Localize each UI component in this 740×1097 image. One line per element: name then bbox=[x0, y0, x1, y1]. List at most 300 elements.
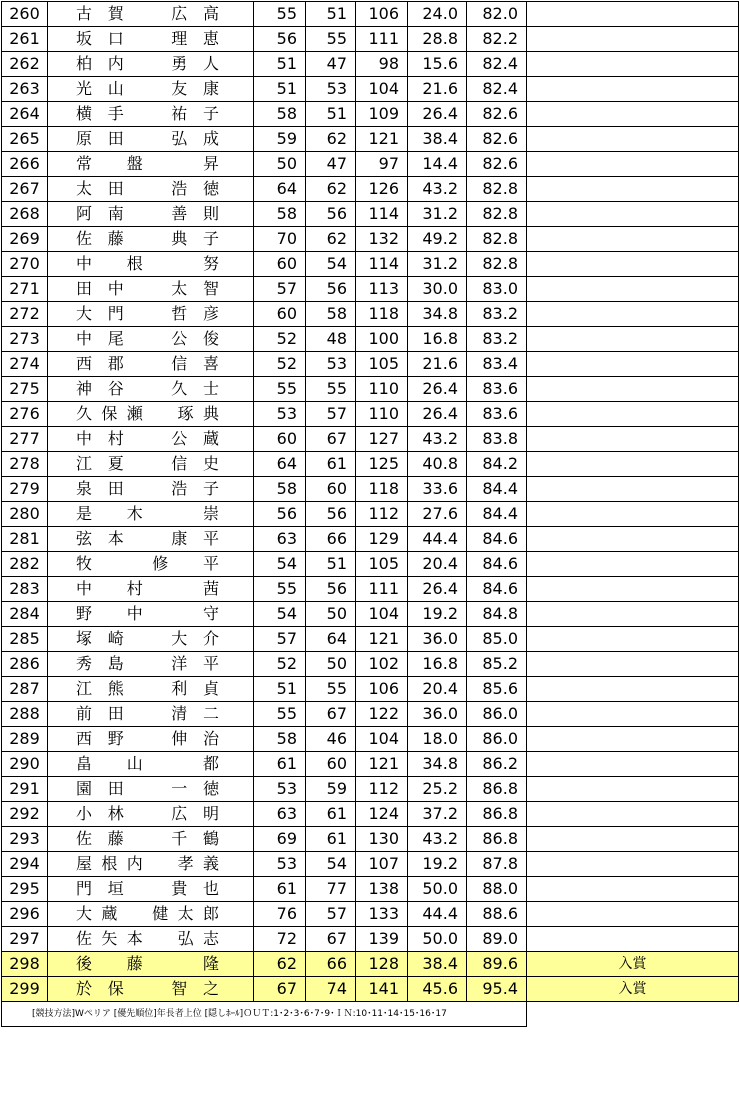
name-cell bbox=[48, 302, 254, 327]
name-cell bbox=[48, 552, 254, 577]
net-cell: 82.8 bbox=[467, 227, 527, 252]
name-cell bbox=[48, 102, 254, 127]
score-in-cell: 66 bbox=[306, 527, 356, 552]
award-cell bbox=[527, 152, 739, 177]
score-out-cell: 58 bbox=[254, 477, 306, 502]
rank-cell: 266 bbox=[2, 152, 48, 177]
score-out-cell: 72 bbox=[254, 927, 306, 952]
player-name: 西 郡 信 喜 bbox=[76, 354, 219, 373]
gross-cell: 129 bbox=[356, 527, 408, 552]
name-cell bbox=[48, 227, 254, 252]
name-cell bbox=[48, 477, 254, 502]
award-cell bbox=[527, 302, 739, 327]
table-row bbox=[2, 252, 739, 277]
name-cell bbox=[48, 177, 254, 202]
player-name: 阿 南 善 則 bbox=[76, 204, 219, 223]
score-in-cell: 67 bbox=[306, 927, 356, 952]
handicap-cell: 25.2 bbox=[408, 777, 467, 802]
net-cell: 82.4 bbox=[467, 77, 527, 102]
net-cell: 83.8 bbox=[467, 427, 527, 452]
rank-cell: 275 bbox=[2, 377, 48, 402]
score-in-cell: 53 bbox=[306, 352, 356, 377]
player-name: 大 門 哲 彦 bbox=[76, 304, 219, 323]
net-cell: 83.2 bbox=[467, 327, 527, 352]
net-cell: 86.0 bbox=[467, 727, 527, 752]
net-cell: 86.8 bbox=[467, 802, 527, 827]
name-cell bbox=[48, 2, 254, 27]
gross-cell: 112 bbox=[356, 502, 408, 527]
gross-cell: 130 bbox=[356, 827, 408, 852]
award-cell bbox=[527, 102, 739, 127]
table-row bbox=[2, 777, 739, 802]
table-row bbox=[2, 102, 739, 127]
rank-cell: 272 bbox=[2, 302, 48, 327]
name-cell bbox=[48, 902, 254, 927]
net-cell: 82.8 bbox=[467, 177, 527, 202]
handicap-cell: 26.4 bbox=[408, 377, 467, 402]
score-in-cell: 57 bbox=[306, 402, 356, 427]
name-cell bbox=[48, 652, 254, 677]
name-cell bbox=[48, 702, 254, 727]
player-name: 泉 田 浩 子 bbox=[76, 479, 219, 498]
rank-cell: 268 bbox=[2, 202, 48, 227]
table-row bbox=[2, 202, 739, 227]
score-in-cell: 64 bbox=[306, 627, 356, 652]
score-in-cell: 50 bbox=[306, 602, 356, 627]
score-in-cell: 58 bbox=[306, 302, 356, 327]
table-row bbox=[2, 652, 739, 677]
table-row bbox=[2, 677, 739, 702]
award-cell: 入賞 bbox=[527, 977, 739, 1002]
award-cell bbox=[527, 752, 739, 777]
award-cell bbox=[527, 802, 739, 827]
name-cell bbox=[48, 127, 254, 152]
award-cell bbox=[527, 677, 739, 702]
rank-cell: 273 bbox=[2, 327, 48, 352]
gross-cell: 97 bbox=[356, 152, 408, 177]
table-row bbox=[2, 352, 739, 377]
gross-cell: 141 bbox=[356, 977, 408, 1002]
award-cell bbox=[527, 427, 739, 452]
score-in-cell: 50 bbox=[306, 652, 356, 677]
table-row bbox=[2, 27, 739, 52]
name-cell bbox=[48, 252, 254, 277]
name-cell bbox=[48, 802, 254, 827]
handicap-cell: 31.2 bbox=[408, 252, 467, 277]
name-cell bbox=[48, 952, 254, 977]
score-out-cell: 58 bbox=[254, 102, 306, 127]
score-in-cell: 51 bbox=[306, 2, 356, 27]
gross-cell: 105 bbox=[356, 352, 408, 377]
rank-cell: 267 bbox=[2, 177, 48, 202]
name-cell bbox=[48, 777, 254, 802]
name-cell bbox=[48, 452, 254, 477]
table-row bbox=[2, 452, 739, 477]
award-cell bbox=[527, 927, 739, 952]
net-cell: 84.6 bbox=[467, 552, 527, 577]
table-row bbox=[2, 627, 739, 652]
handicap-cell: 31.2 bbox=[408, 202, 467, 227]
score-in-cell: 54 bbox=[306, 252, 356, 277]
rank-cell: 291 bbox=[2, 777, 48, 802]
handicap-cell: 36.0 bbox=[408, 702, 467, 727]
score-out-cell: 50 bbox=[254, 152, 306, 177]
award-cell bbox=[527, 27, 739, 52]
name-cell bbox=[48, 77, 254, 102]
gross-cell: 102 bbox=[356, 652, 408, 677]
gross-cell: 118 bbox=[356, 477, 408, 502]
award-cell bbox=[527, 627, 739, 652]
player-name: 屋 根 内 孝 義 bbox=[76, 854, 219, 873]
name-cell bbox=[48, 202, 254, 227]
rank-cell: 281 bbox=[2, 527, 48, 552]
player-name: 後 藤 隆 bbox=[76, 954, 219, 973]
handicap-cell: 15.6 bbox=[408, 52, 467, 77]
handicap-cell: 40.8 bbox=[408, 452, 467, 477]
name-cell bbox=[48, 977, 254, 1002]
award-cell bbox=[527, 2, 739, 27]
rank-cell: 269 bbox=[2, 227, 48, 252]
table-row bbox=[2, 2, 739, 27]
award-cell bbox=[527, 777, 739, 802]
table-row bbox=[2, 552, 739, 577]
gross-cell: 106 bbox=[356, 677, 408, 702]
player-name: 中 根 努 bbox=[76, 254, 219, 273]
net-cell: 82.4 bbox=[467, 52, 527, 77]
award-cell bbox=[527, 527, 739, 552]
handicap-cell: 36.0 bbox=[408, 627, 467, 652]
score-in-cell: 56 bbox=[306, 277, 356, 302]
score-out-cell: 56 bbox=[254, 502, 306, 527]
score-in-cell: 54 bbox=[306, 852, 356, 877]
rank-cell: 288 bbox=[2, 702, 48, 727]
score-in-cell: 55 bbox=[306, 677, 356, 702]
name-cell bbox=[48, 402, 254, 427]
net-cell: 86.8 bbox=[467, 827, 527, 852]
score-out-cell: 70 bbox=[254, 227, 306, 252]
gross-cell: 105 bbox=[356, 552, 408, 577]
net-cell: 83.0 bbox=[467, 277, 527, 302]
table-row bbox=[2, 577, 739, 602]
gross-cell: 100 bbox=[356, 327, 408, 352]
handicap-cell: 49.2 bbox=[408, 227, 467, 252]
table-row bbox=[2, 327, 739, 352]
results-body bbox=[2, 2, 739, 1027]
table-row bbox=[2, 77, 739, 102]
player-name: 江 夏 信 史 bbox=[76, 454, 219, 473]
table-row bbox=[2, 877, 739, 902]
player-name: 横 手 祐 子 bbox=[76, 104, 219, 123]
score-in-cell: 66 bbox=[306, 952, 356, 977]
award-cell bbox=[527, 602, 739, 627]
rank-cell: 292 bbox=[2, 802, 48, 827]
award-cell bbox=[527, 127, 739, 152]
net-cell: 87.8 bbox=[467, 852, 527, 877]
score-out-cell: 61 bbox=[254, 752, 306, 777]
score-in-cell: 48 bbox=[306, 327, 356, 352]
score-out-cell: 55 bbox=[254, 377, 306, 402]
handicap-cell: 26.4 bbox=[408, 577, 467, 602]
score-in-cell: 51 bbox=[306, 552, 356, 577]
handicap-cell: 43.2 bbox=[408, 827, 467, 852]
gross-cell: 114 bbox=[356, 202, 408, 227]
results-table bbox=[1, 1, 739, 1027]
net-cell: 82.8 bbox=[467, 202, 527, 227]
gross-cell: 114 bbox=[356, 252, 408, 277]
name-cell bbox=[48, 52, 254, 77]
player-name: 坂 口 理 恵 bbox=[76, 29, 219, 48]
gross-cell: 121 bbox=[356, 627, 408, 652]
gross-cell: 124 bbox=[356, 802, 408, 827]
player-name: 是 木 崇 bbox=[76, 504, 219, 523]
handicap-cell: 21.6 bbox=[408, 77, 467, 102]
score-in-cell: 62 bbox=[306, 127, 356, 152]
net-cell: 82.0 bbox=[467, 2, 527, 27]
player-name: 畠 山 都 bbox=[76, 754, 219, 773]
rank-cell: 299 bbox=[2, 977, 48, 1002]
score-out-cell: 57 bbox=[254, 277, 306, 302]
gross-cell: 111 bbox=[356, 27, 408, 52]
net-cell: 86.0 bbox=[467, 702, 527, 727]
name-cell bbox=[48, 577, 254, 602]
name-cell bbox=[48, 352, 254, 377]
net-cell: 84.8 bbox=[467, 602, 527, 627]
score-out-cell: 57 bbox=[254, 627, 306, 652]
gross-cell: 122 bbox=[356, 702, 408, 727]
handicap-cell: 33.6 bbox=[408, 477, 467, 502]
handicap-cell: 50.0 bbox=[408, 877, 467, 902]
table-row bbox=[2, 602, 739, 627]
handicap-cell: 14.4 bbox=[408, 152, 467, 177]
rank-cell: 262 bbox=[2, 52, 48, 77]
handicap-cell: 26.4 bbox=[408, 102, 467, 127]
handicap-cell: 38.4 bbox=[408, 952, 467, 977]
score-out-cell: 59 bbox=[254, 127, 306, 152]
score-out-cell: 52 bbox=[254, 327, 306, 352]
handicap-cell: 26.4 bbox=[408, 402, 467, 427]
gross-cell: 113 bbox=[356, 277, 408, 302]
player-name: 佐 藤 千 鶴 bbox=[76, 829, 219, 848]
handicap-cell: 34.8 bbox=[408, 752, 467, 777]
score-out-cell: 53 bbox=[254, 777, 306, 802]
score-out-cell: 55 bbox=[254, 577, 306, 602]
award-cell bbox=[527, 827, 739, 852]
handicap-cell: 28.8 bbox=[408, 27, 467, 52]
player-name: 弦 本 康 平 bbox=[76, 529, 219, 548]
name-cell bbox=[48, 752, 254, 777]
player-name: 佐 矢 本 弘 志 bbox=[76, 929, 219, 948]
gross-cell: 98 bbox=[356, 52, 408, 77]
net-cell: 86.2 bbox=[467, 752, 527, 777]
award-cell bbox=[527, 902, 739, 927]
net-cell: 83.2 bbox=[467, 302, 527, 327]
score-out-cell: 53 bbox=[254, 852, 306, 877]
player-name: 西 野 伸 治 bbox=[76, 729, 219, 748]
award-cell bbox=[527, 877, 739, 902]
score-out-cell: 64 bbox=[254, 452, 306, 477]
rank-cell: 296 bbox=[2, 902, 48, 927]
net-cell: 82.6 bbox=[467, 102, 527, 127]
score-in-cell: 47 bbox=[306, 152, 356, 177]
table-row bbox=[2, 227, 739, 252]
score-in-cell: 55 bbox=[306, 377, 356, 402]
rank-cell: 290 bbox=[2, 752, 48, 777]
award-cell bbox=[527, 552, 739, 577]
rank-cell: 284 bbox=[2, 602, 48, 627]
name-cell bbox=[48, 527, 254, 552]
score-out-cell: 51 bbox=[254, 77, 306, 102]
score-out-cell: 60 bbox=[254, 302, 306, 327]
gross-cell: 104 bbox=[356, 77, 408, 102]
table-row bbox=[2, 52, 739, 77]
gross-cell: 110 bbox=[356, 402, 408, 427]
net-cell: 88.0 bbox=[467, 877, 527, 902]
handicap-cell: 44.4 bbox=[408, 902, 467, 927]
gross-cell: 125 bbox=[356, 452, 408, 477]
score-in-cell: 61 bbox=[306, 452, 356, 477]
score-out-cell: 67 bbox=[254, 977, 306, 1002]
handicap-cell: 43.2 bbox=[408, 427, 467, 452]
gross-cell: 128 bbox=[356, 952, 408, 977]
award-cell bbox=[527, 702, 739, 727]
score-in-cell: 67 bbox=[306, 427, 356, 452]
rank-cell: 282 bbox=[2, 552, 48, 577]
award-cell bbox=[527, 227, 739, 252]
player-name: 太 田 浩 徳 bbox=[76, 179, 219, 198]
player-name: 塚 崎 大 介 bbox=[76, 629, 219, 648]
player-name: 久 保 瀬 琢 典 bbox=[76, 404, 219, 423]
player-name: 中 村 公 蔵 bbox=[76, 429, 219, 448]
score-in-cell: 62 bbox=[306, 227, 356, 252]
score-out-cell: 58 bbox=[254, 202, 306, 227]
net-cell: 85.0 bbox=[467, 627, 527, 652]
award-cell bbox=[527, 327, 739, 352]
handicap-cell: 37.2 bbox=[408, 802, 467, 827]
rank-cell: 264 bbox=[2, 102, 48, 127]
handicap-cell: 30.0 bbox=[408, 277, 467, 302]
award-cell bbox=[527, 652, 739, 677]
net-cell: 83.4 bbox=[467, 352, 527, 377]
award-cell bbox=[527, 852, 739, 877]
score-in-cell: 57 bbox=[306, 902, 356, 927]
player-name: 小 林 広 明 bbox=[76, 804, 219, 823]
table-row bbox=[2, 277, 739, 302]
gross-cell: 112 bbox=[356, 777, 408, 802]
net-cell: 89.6 bbox=[467, 952, 527, 977]
score-out-cell: 52 bbox=[254, 652, 306, 677]
score-out-cell: 61 bbox=[254, 877, 306, 902]
gross-cell: 121 bbox=[356, 127, 408, 152]
player-name: 原 田 弘 成 bbox=[76, 129, 219, 148]
net-cell: 85.6 bbox=[467, 677, 527, 702]
rank-cell: 295 bbox=[2, 877, 48, 902]
rank-cell: 280 bbox=[2, 502, 48, 527]
player-name: 神 谷 久 士 bbox=[76, 379, 219, 398]
award-cell bbox=[527, 52, 739, 77]
award-cell bbox=[527, 727, 739, 752]
handicap-cell: 20.4 bbox=[408, 552, 467, 577]
rank-cell: 294 bbox=[2, 852, 48, 877]
net-cell: 83.6 bbox=[467, 377, 527, 402]
score-in-cell: 56 bbox=[306, 502, 356, 527]
gross-cell: 110 bbox=[356, 377, 408, 402]
award-cell bbox=[527, 202, 739, 227]
name-cell bbox=[48, 727, 254, 752]
score-out-cell: 52 bbox=[254, 352, 306, 377]
score-out-cell: 53 bbox=[254, 402, 306, 427]
handicap-cell: 45.6 bbox=[408, 977, 467, 1002]
table-row bbox=[2, 127, 739, 152]
name-cell bbox=[48, 277, 254, 302]
award-cell bbox=[527, 177, 739, 202]
player-name: 柏 内 勇 人 bbox=[76, 54, 219, 73]
net-cell: 82.6 bbox=[467, 152, 527, 177]
net-cell: 82.8 bbox=[467, 252, 527, 277]
table-row bbox=[2, 177, 739, 202]
score-in-cell: 55 bbox=[306, 27, 356, 52]
award-cell bbox=[527, 452, 739, 477]
table-row bbox=[2, 502, 739, 527]
rank-cell: 276 bbox=[2, 402, 48, 427]
score-out-cell: 63 bbox=[254, 527, 306, 552]
table-row bbox=[2, 427, 739, 452]
rank-cell: 265 bbox=[2, 127, 48, 152]
name-cell bbox=[48, 427, 254, 452]
score-out-cell: 60 bbox=[254, 252, 306, 277]
award-cell: 入賞 bbox=[527, 952, 739, 977]
rank-cell: 261 bbox=[2, 27, 48, 52]
table-row bbox=[2, 852, 739, 877]
footer-blank bbox=[527, 1002, 739, 1027]
handicap-cell: 38.4 bbox=[408, 127, 467, 152]
award-cell bbox=[527, 402, 739, 427]
score-out-cell: 51 bbox=[254, 52, 306, 77]
gross-cell: 138 bbox=[356, 877, 408, 902]
score-in-cell: 61 bbox=[306, 802, 356, 827]
score-out-cell: 51 bbox=[254, 677, 306, 702]
table-row bbox=[2, 702, 739, 727]
score-in-cell: 53 bbox=[306, 77, 356, 102]
name-cell bbox=[48, 327, 254, 352]
table-row bbox=[2, 902, 739, 927]
table-row bbox=[2, 977, 739, 1002]
player-name: 門 垣 貴 也 bbox=[76, 879, 219, 898]
score-out-cell: 60 bbox=[254, 427, 306, 452]
player-name: 田 中 太 智 bbox=[76, 279, 219, 298]
award-cell bbox=[527, 352, 739, 377]
name-cell bbox=[48, 852, 254, 877]
net-cell: 83.6 bbox=[467, 402, 527, 427]
score-in-cell: 47 bbox=[306, 52, 356, 77]
handicap-cell: 44.4 bbox=[408, 527, 467, 552]
gross-cell: 133 bbox=[356, 902, 408, 927]
award-cell bbox=[527, 377, 739, 402]
award-cell bbox=[527, 577, 739, 602]
player-name: 中 村 茜 bbox=[76, 579, 219, 598]
rank-cell: 277 bbox=[2, 427, 48, 452]
handicap-cell: 19.2 bbox=[408, 852, 467, 877]
rank-cell: 286 bbox=[2, 652, 48, 677]
rank-cell: 285 bbox=[2, 627, 48, 652]
score-out-cell: 62 bbox=[254, 952, 306, 977]
gross-cell: 121 bbox=[356, 752, 408, 777]
rank-cell: 278 bbox=[2, 452, 48, 477]
gross-cell: 139 bbox=[356, 927, 408, 952]
net-cell: 84.2 bbox=[467, 452, 527, 477]
rank-cell: 283 bbox=[2, 577, 48, 602]
rank-cell: 297 bbox=[2, 927, 48, 952]
gross-cell: 127 bbox=[356, 427, 408, 452]
